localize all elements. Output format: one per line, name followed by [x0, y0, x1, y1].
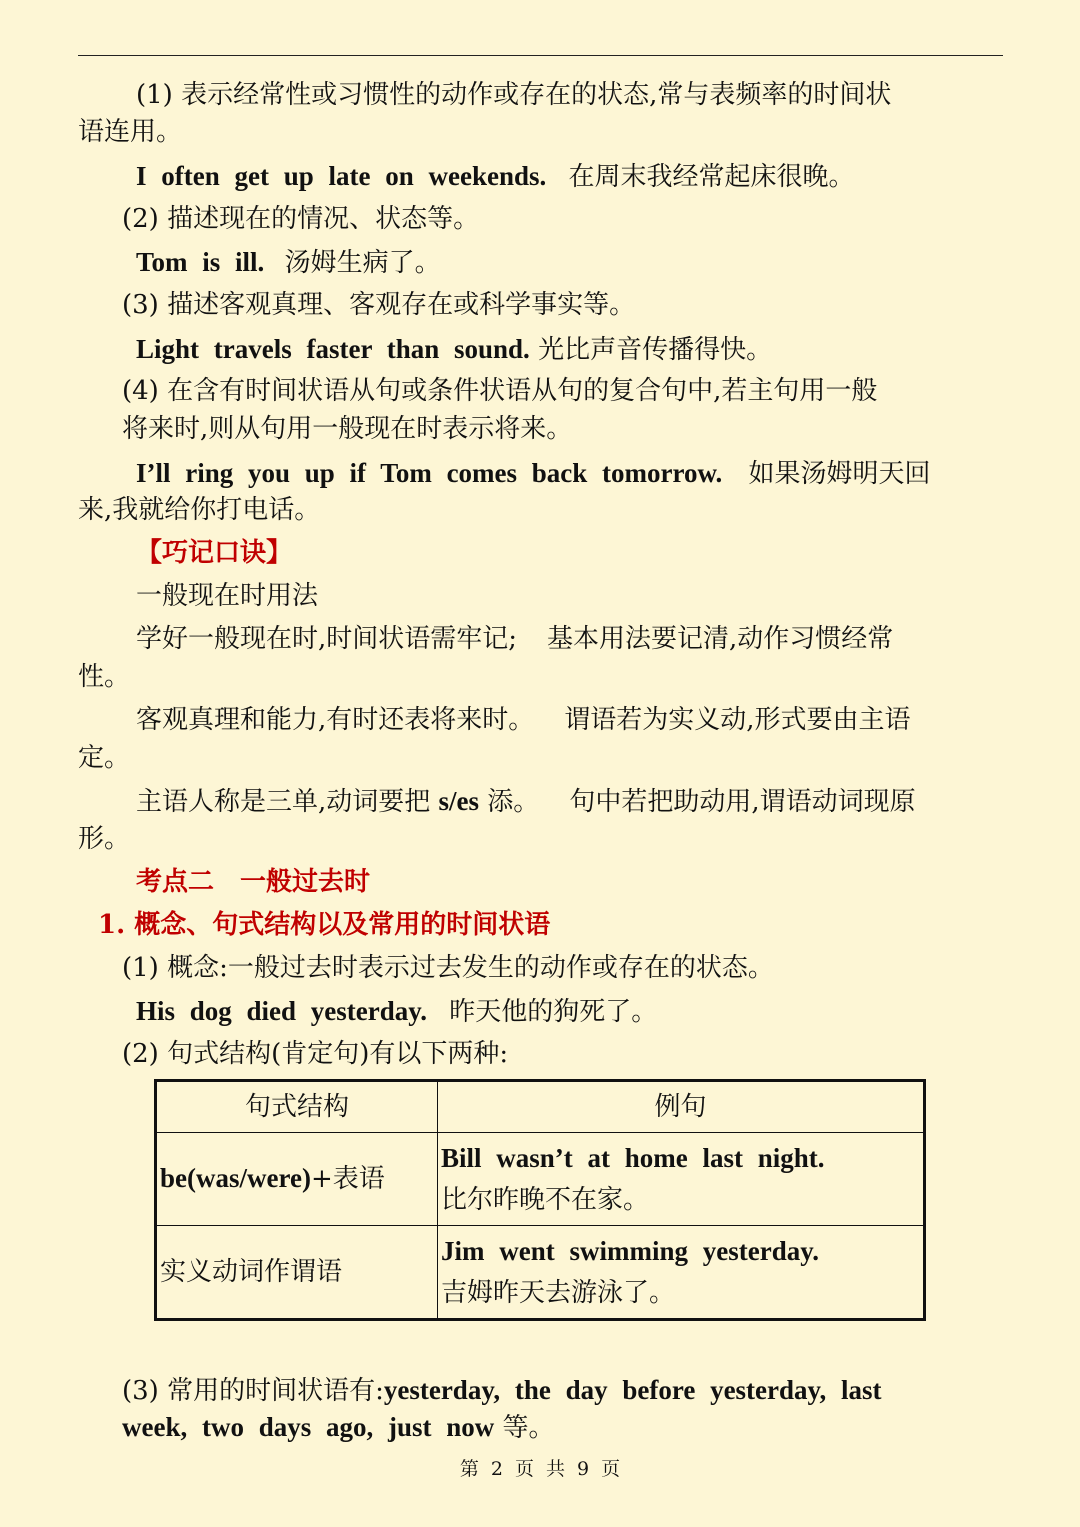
table-row: [156, 1225, 925, 1319]
example-5-en: His dog died yesterday.: [136, 996, 428, 1026]
example-4-zh-cont: 来,我就给你打电话。: [78, 495, 321, 525]
row1-example: [438, 1133, 925, 1226]
table-row: [156, 1133, 925, 1226]
example-1: [136, 161, 855, 192]
usage-4: (4) 在含有时间状语从句或条件状语从句的复合句中,若主句用一般: [122, 376, 878, 406]
row2-example: [438, 1225, 925, 1319]
table-header-example: 例句: [438, 1081, 925, 1133]
usage-1: (1) 表示经常性或习惯性的动作或存在的状态,常与表频率的时间状: [136, 80, 892, 110]
mnemonic-1c: 性。: [78, 662, 131, 692]
mnemonic-2a: 客观真理和能力,有时还表将来时。: [136, 705, 535, 735]
row1-example-en: Bill wasn’t at home last night.: [441, 1142, 825, 1173]
example-4: [136, 458, 931, 489]
row1-structure: [156, 1133, 438, 1226]
time-adverbials-intro: (3) 常用的时间状语有:: [122, 1376, 384, 1406]
mnemonic-heading: 一般现在时用法: [136, 581, 319, 611]
row1-structure-zh: +表语: [310, 1164, 385, 1195]
example-5: [136, 996, 657, 1027]
mnemonic-3a: 主语人称是三单,动词要把: [136, 787, 431, 817]
table-header-row: [156, 1081, 925, 1133]
mnemonic-3c: 句中若把助动用,谓语动词现原: [569, 787, 916, 817]
example-2-en: Tom is ill.: [136, 247, 265, 277]
example-4-zh: 如果汤姆明天回: [748, 459, 931, 489]
example-2: [136, 247, 441, 278]
usage-4-cont: 将来时,则从句用一般现在时表示将来。: [122, 414, 573, 444]
sentence-structure-table: [154, 1079, 926, 1321]
row2-example-zh: 吉姆昨天去游泳了。: [441, 1277, 676, 1308]
page-footer: 第 2 页 共 9 页: [459, 1458, 621, 1480]
example-1-en: I often get up late on weekends.: [136, 161, 547, 191]
time-adverbials-en-2: week, two days ago, just now: [122, 1412, 495, 1442]
mnemonic-3-en: s/es: [438, 786, 480, 816]
row2-structure: 实义动词作谓语: [156, 1225, 438, 1319]
row1-example-zh: 比尔昨晚不在家。: [441, 1184, 650, 1215]
example-5-zh: 昨天他的狗死了。: [449, 997, 658, 1027]
row2-example-en: Jim went swimming yesterday.: [441, 1235, 819, 1266]
mnemonic-1b: 基本用法要记清,动作习惯经常: [547, 624, 894, 654]
example-4-en: I’ll ring you up if Tom comes back tomorrow.: [136, 458, 723, 488]
example-1-zh: 在周末我经常起床很晚。: [568, 162, 855, 192]
concept-line: (1) 概念:一般过去时表示过去发生的动作或存在的状态。: [122, 953, 774, 983]
structure-intro: (2) 句式结构(肯定句)有以下两种:: [122, 1039, 509, 1069]
mnemonic-2c: 定。: [78, 743, 131, 773]
mnemonic-2b: 谓语若为实义动,形式要由主语: [564, 705, 911, 735]
example-3: [136, 334, 772, 365]
time-adverbials: [122, 1375, 882, 1406]
row1-structure-en: be(was/were): [160, 1163, 311, 1194]
example-3-zh: 光比声音传播得快。: [538, 335, 773, 365]
example-2-zh: 汤姆生病了。: [284, 248, 441, 278]
mnemonic-line-3: [136, 786, 916, 817]
table-header-structure: 句式结构: [156, 1081, 438, 1133]
mnemonic-title: 【巧记口诀】: [136, 538, 293, 568]
usage-2: (2) 描述现在的情况、状态等。: [122, 204, 480, 234]
section-2-title: 考点二 一般过去时: [136, 867, 371, 897]
time-adverbials-en: yesterday, the day before yesterday, last: [383, 1375, 882, 1405]
mnemonic-line-2: [136, 705, 911, 735]
mnemonic-1a: 学好一般现在时,时间状语需牢记;: [136, 624, 518, 654]
usage-1-cont: 语连用。: [78, 117, 183, 147]
mnemonic-line-1: [136, 624, 893, 654]
header-rule: [78, 55, 1003, 56]
time-adverbials-end: 等。: [502, 1413, 555, 1443]
subsection-1-title: 1. 概念、句式结构以及常用的时间状语: [98, 910, 551, 940]
mnemonic-3d: 形。: [78, 824, 131, 854]
mnemonic-3b: 添。: [487, 787, 540, 817]
time-adverbials-cont: [122, 1412, 555, 1443]
example-3-en: Light travels faster than sound.: [136, 334, 530, 364]
usage-3: (3) 描述客观真理、客观存在或科学事实等。: [122, 290, 636, 320]
